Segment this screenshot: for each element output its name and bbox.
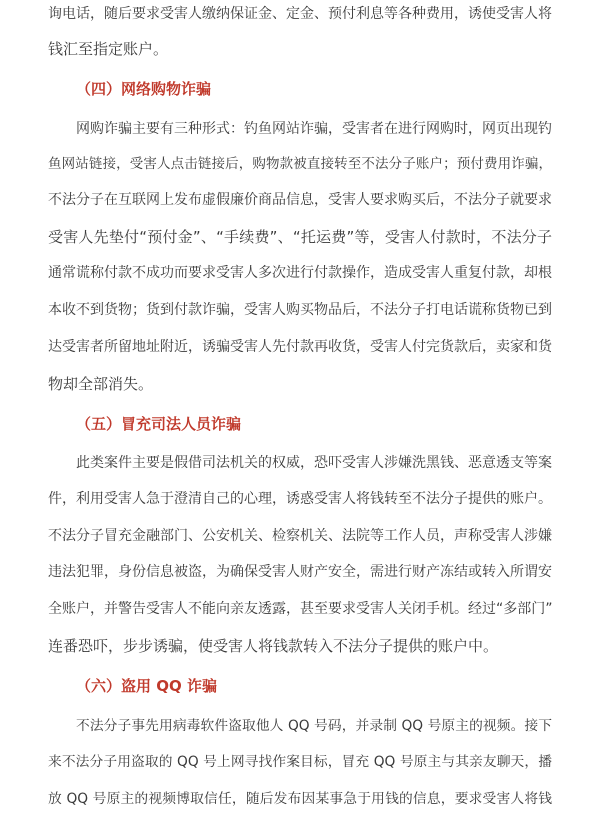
paragraph-line: 违法犯罪，身份信息被盗，为确保受害人财产安全，需进行财产冻结或转入所谓安 xyxy=(48,564,552,580)
paragraph-line: 受害人先垫付“预付金”、“手续费”、“托运费”等，受害人付款时，不法分子 xyxy=(48,228,552,246)
paragraph-line: 不法分子事先用病毒软件盗取他人 QQ 号码，并录制 QQ 号原主的视频。接下 xyxy=(76,718,552,734)
paragraph-line: 网购诈骗主要有三种形式：钓鱼网站诈骗，受害者在进行网购时，网页出现钓 xyxy=(76,121,552,137)
section-heading-online-shopping: （四）网络购物诈骗 xyxy=(76,80,212,98)
paragraph-line: 件，利用受害人急于澄清自己的心理，诱惑受害人将钱转至不法分子提供的账户。 xyxy=(48,491,552,507)
paragraph-line: 本收不到货物；货到付款诈骗，受害人购买物品后，不法分子打电话谎称货物已到 xyxy=(48,302,552,318)
paragraph-line: 达受害者所留地址附近，诱骗受害人先付款再收货，受害人付完货款后，卖家和货 xyxy=(48,339,552,355)
paragraph-line: 放 QQ 号原主的视频博取信任，随后发布因某事急于用钱的信息，要求受害人将钱 xyxy=(48,791,552,807)
paragraph-line: 钱汇至指定账户。 xyxy=(48,40,169,58)
paragraph-line: 不法分子在互联网上发布虚假廉价商品信息，受害人要求购买后，不法分子就要求 xyxy=(48,192,552,208)
paragraph-line: 连番恐吓，步步诱骗，使受害人将钱款转入不法分子提供的账户中。 xyxy=(48,637,499,655)
paragraph-line: 全账户，并警告受害人不能向亲友透露，甚至要求受害人关闭手机。经过“多部门” xyxy=(48,601,553,617)
section-heading-qq-theft: （六）盗用 QQ 诈骗 xyxy=(76,677,217,695)
paragraph-line: 此类案件主要是假借司法机关的权威，恐吓受害人涉嫌洗黑钱、恶意透支等案 xyxy=(76,455,552,471)
section-heading-judicial-impersonation: （五）冒充司法人员诈骗 xyxy=(76,415,242,433)
paragraph-line: 不法分子冒充金融部门、公安机关、检察机关、法院等工作人员，声称受害人涉嫌 xyxy=(48,528,552,544)
paragraph-line: 鱼网站链接，受害人点击链接后，购物款被直接转至不法分子账户；预付费用诈骗， xyxy=(48,156,552,172)
paragraph-line: 物却全部消失。 xyxy=(48,375,154,393)
paragraph-line: 来不法分子用盗取的 QQ 号上网寻找作案目标，冒充 QQ 号原主与其亲友聊天，播 xyxy=(48,754,552,770)
paragraph-line: 通常谎称付款不成功而要求受害人多次进行付款操作，造成受害人重复付款，却根 xyxy=(48,265,552,281)
paragraph-line: 询电话，随后要求受害人缴纳保证金、定金、预付利息等各种费用，诱使受害人将 xyxy=(48,6,552,22)
